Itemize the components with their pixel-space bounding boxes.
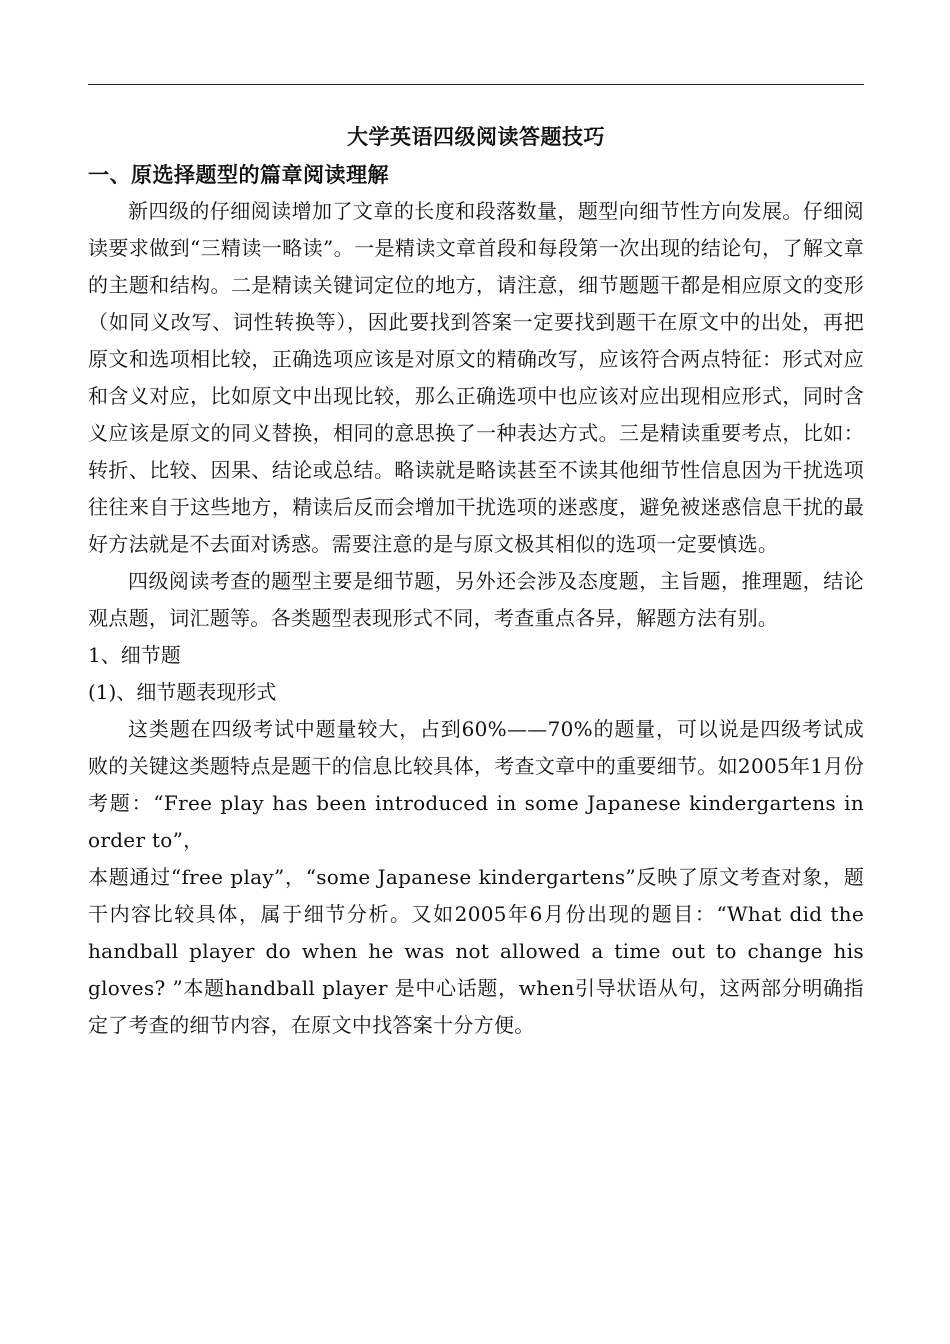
- paragraph-detail-examples: 本题通过“free play”，“some Japanese kindergartens”反映了原文考查对象，题干内容比较具体，属于细节分析。又如2005年6月份出现的题目：“What did the handball player do when he was not allowed a time out to change his gloves? ”本题handball player 是中心话题，when引导状语从句，这两部分明确指定了考查的细节内容，在原文中找答案十分方便。: [88, 865, 864, 1037]
- paragraph-question-types: 四级阅读考查的题型主要是细节题，另外还会涉及态度题，主旨题，推理题，结论观点题，词汇题等。各类题型表现形式不同，考查重点各异，解题方法有别。: [88, 569, 864, 630]
- paragraph-intro: 新四级的仔细阅读增加了文章的长度和段落数量，题型向细节性方向发展。仔细阅读要求做到“三精读一略读”。一是精读文章首段和每段第一次出现的结论句，了解文章的主题和结构。二是精读关键词定位的地方，请注意，细节题题干都是相应原文的变形（如同义改写、词性转换等），因此要找到答案一定要找到题干在原文中的出处，再把原文和选项相比较，正确选项应该是对原文的精确改写，应该符合两点特征：形式对应和含义对应，比如原文中出现比较，那么正确选项中也应该对应出现相应形式，同时含义应该是原文的同义替换，相同的意思换了一种表达方式。三是精读重要考点，比如：转折、比较、因果、结论或总结。略读就是略读甚至不读其他细节性信息因为干扰选项往往来自于这些地方，精读后反而会增加干扰选项的迷惑度，避免被迷惑信息干扰的最好方法就是不去面对诱惑。需要注意的是与原文极其相似的选项一定要慎选。: [88, 199, 864, 556]
- section-heading-1: 一、原选择题型的篇章阅读理解: [88, 162, 389, 187]
- document-title: 大学英语四级阅读答题技巧: [347, 124, 605, 149]
- header-rule: [88, 84, 864, 85]
- subheading-detail-questions: 1、细节题: [88, 643, 181, 667]
- document-body: [88, 118, 864, 1044]
- subheading-detail-forms: (1)、细节题表现形式: [88, 680, 277, 704]
- paragraph-detail-description: 这类题在四级考试中题量较大，占到60%——70%的题量，可以说是四级考试成败的关键这类题特点是题干的信息比较具体，考查文章中的重要细节。如2005年1月份考题：“Free play has been introduced in some Japanese kindergartens in order to”，: [88, 717, 864, 852]
